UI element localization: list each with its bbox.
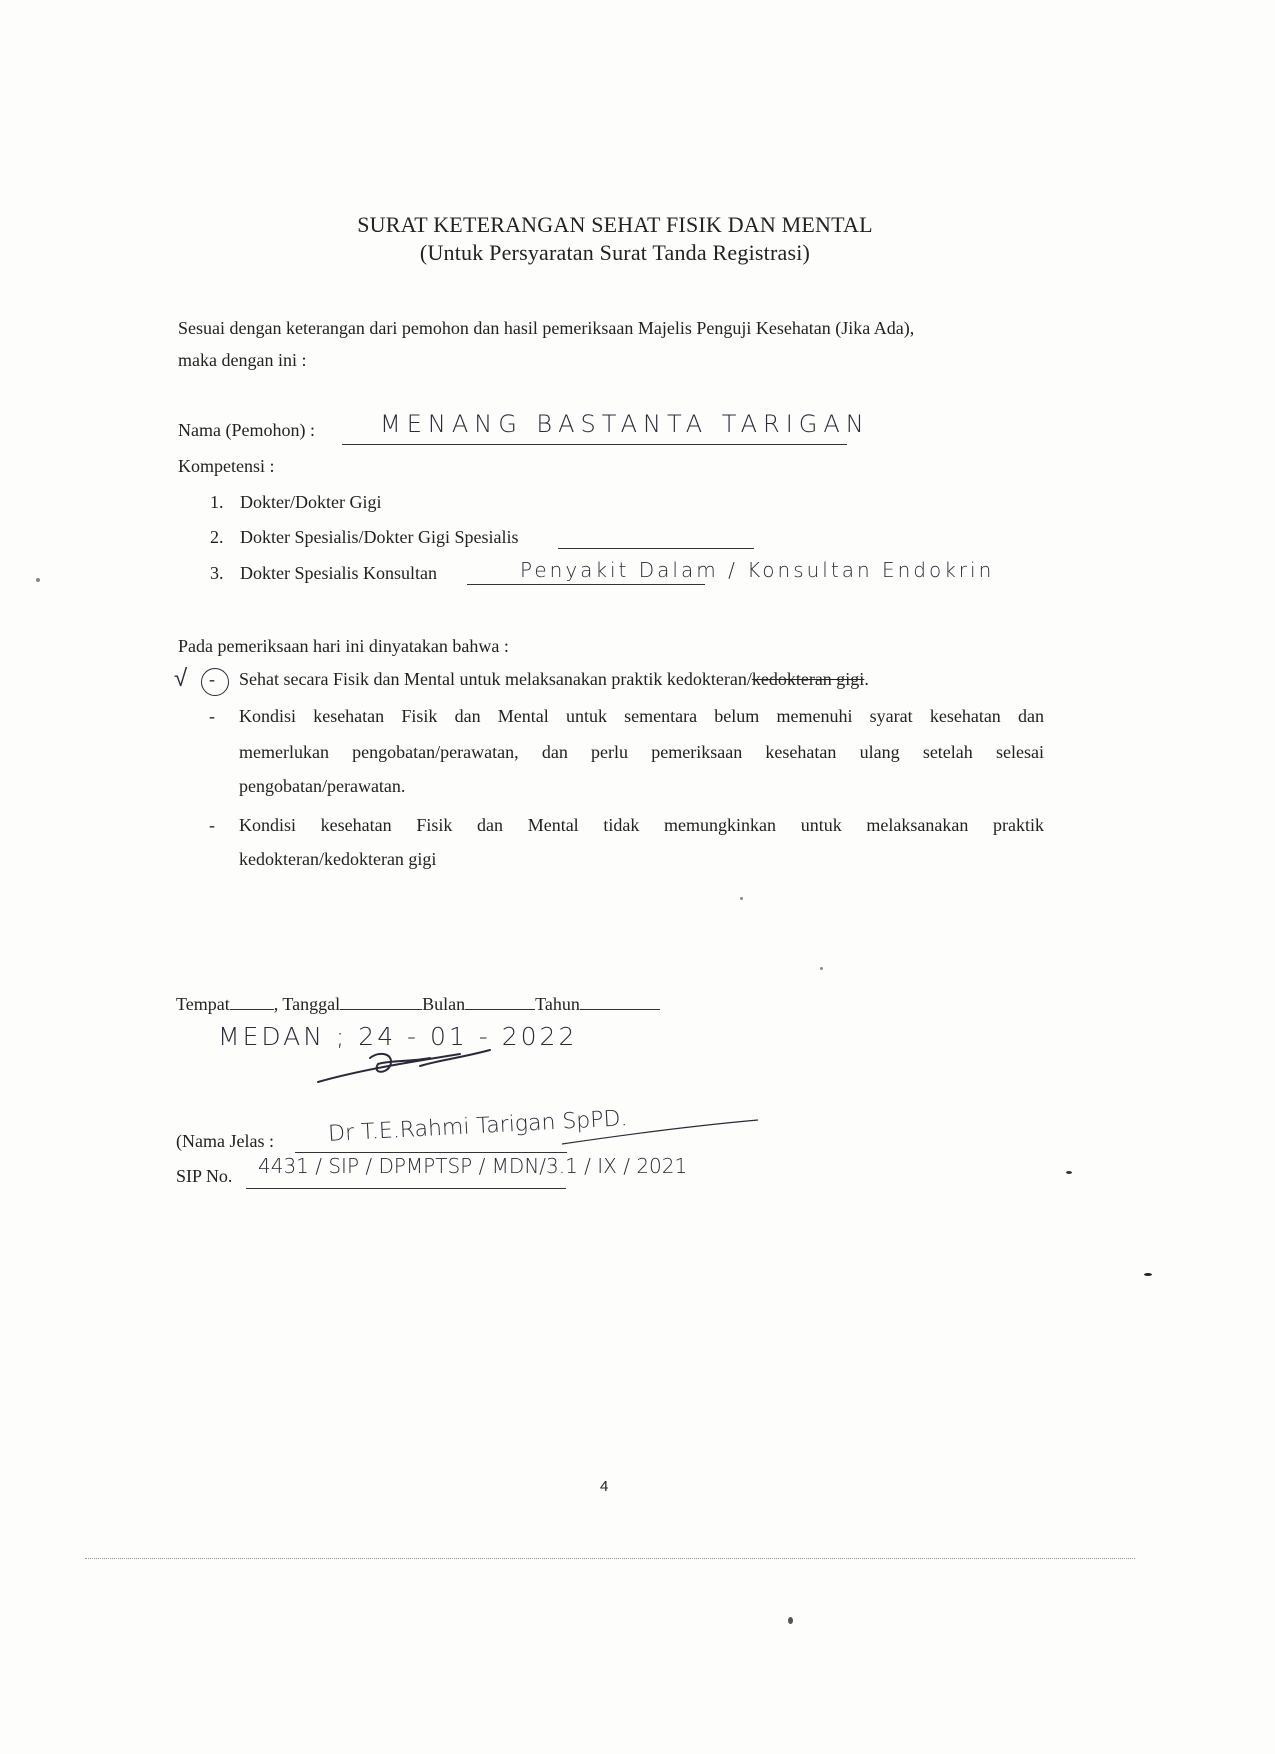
option-1-text-after: . xyxy=(864,669,869,689)
page-edge-line xyxy=(85,1558,1135,1559)
document-title: SURAT KETERANGAN SEHAT FISIK DAN MENTAL xyxy=(357,212,873,237)
exam-intro: Pada pemeriksaan hari ini dinyatakan bahwa : xyxy=(178,636,509,656)
option-3-line-2: kedokteran/kedokteran gigi xyxy=(239,849,437,869)
tahun-blank xyxy=(580,991,660,1010)
tanggal-blank xyxy=(340,991,422,1010)
tempat-label: Tempat xyxy=(176,994,230,1014)
signature-stroke xyxy=(560,1118,760,1148)
applicant-name-value: MENANG BASTANTA TARIGAN xyxy=(380,410,870,438)
option-3-line-1: Kondisi kesehatan Fisik dan Mental tidak memungkinkan untuk melaksanakan praktik xyxy=(239,815,1044,835)
competence-label-1: Dokter/Dokter Gigi xyxy=(240,492,382,512)
signer-name-label: (Nama Jelas : xyxy=(176,1131,274,1151)
tanggal-label: , Tanggal xyxy=(273,994,341,1014)
competence-label-2: Dokter Spesialis/Dokter Gigi Spesialis xyxy=(240,527,519,547)
date-line xyxy=(176,991,660,1015)
option-3-bullet: - xyxy=(209,815,215,835)
competence-line-3 xyxy=(467,584,705,585)
bulan-blank xyxy=(465,991,535,1010)
tempat-blank xyxy=(230,991,274,1010)
sip-line xyxy=(246,1188,566,1189)
document-subtitle: (Untuk Persyaratan Surat Tanda Registrasi) xyxy=(419,240,811,265)
signature-scribble xyxy=(300,1040,500,1090)
scan-speck xyxy=(788,1617,793,1624)
bulan-label: Bulan xyxy=(422,994,466,1014)
sip-label: SIP No. xyxy=(176,1166,233,1186)
applicant-name-line xyxy=(342,444,847,445)
scan-speck xyxy=(820,967,823,970)
option-1-text-struck: kedokteran gigi xyxy=(751,669,865,689)
competence-label-3: Dokter Spesialis Konsultan xyxy=(240,563,437,583)
sip-value: 4431 / SIP / DPMPTSP / MDN/3.1 / IX / 2021 xyxy=(258,1154,688,1178)
competence-number-1: 1. xyxy=(210,492,224,512)
signer-name-line xyxy=(295,1152,567,1153)
place-date-value: MEDAN ; 24 - 01 - 2022 xyxy=(218,1022,578,1051)
scan-speck xyxy=(740,897,743,900)
option-1-bullet: - xyxy=(209,669,215,689)
scan-speck xyxy=(1066,1171,1072,1174)
scan-speck xyxy=(1144,1273,1152,1276)
intro-line-2: maka dengan ini : xyxy=(178,350,307,370)
option-2-line-2: memerlukan pengobatan/perawatan, dan perlu pemeriksaan kesehatan ulang setelah selesai xyxy=(239,742,1044,762)
competence-line-2 xyxy=(558,548,754,549)
option-1-text xyxy=(239,669,869,690)
option-1-text-before: Sehat secara Fisik dan Mental untuk melaksanakan praktik kedokteran/ xyxy=(239,669,752,689)
intro-line-1: Sesuai dengan keterangan dari pemohon dan hasil pemeriksaan Majelis Penguji Kesehatan (Jika Ada), xyxy=(178,318,915,338)
option-2-line-3: pengobatan/perawatan. xyxy=(239,776,406,796)
check-mark: √ xyxy=(174,664,188,692)
competence-number-3: 3. xyxy=(210,563,224,583)
scan-speck xyxy=(36,578,40,582)
applicant-name-label: Nama (Pemohon) : xyxy=(178,420,315,440)
option-2-line-1: Kondisi kesehatan Fisik dan Mental untuk sementara belum memenuhi syarat kesehatan dan xyxy=(239,706,1044,726)
page-number: 4 xyxy=(600,1478,609,1495)
competence-value-3: Penyakit Dalam / Konsultan Endokrin xyxy=(520,558,995,582)
competence-number-2: 2. xyxy=(210,527,224,547)
competence-label: Kompetensi : xyxy=(178,456,275,476)
tahun-label: Tahun xyxy=(535,994,580,1014)
signer-name-value: Dr T.E.Rahmi Tarigan SpPD. xyxy=(327,1106,629,1147)
option-2-bullet: - xyxy=(209,706,215,726)
option-1-circle xyxy=(201,668,229,696)
